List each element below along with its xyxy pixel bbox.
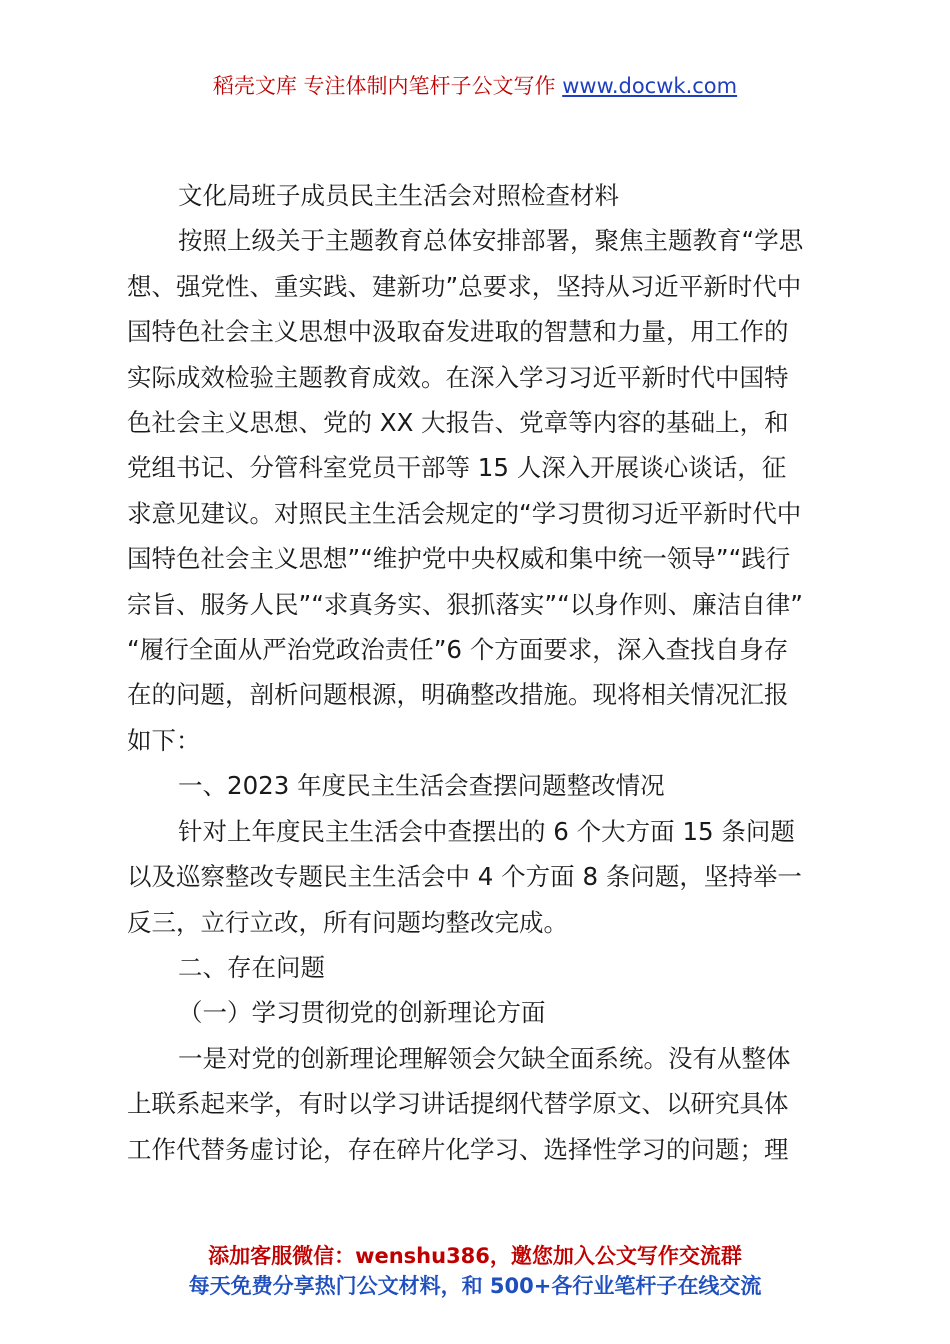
text-line: 实际成效检验主题教育成效。在深入学习习近平新时代中国特 [127, 362, 789, 392]
text-line: 想、强党性、重实践、建新功”总要求，坚持从习近平新时代中 [127, 271, 802, 301]
text-line: 如下： [127, 725, 201, 755]
text-line: 党组书记、分管科室党员干部等 15 人深入开展谈心谈话，征 [127, 453, 787, 483]
text-line: 国特色社会主义思想中汲取奋发进取的智慧和力量，用工作的 [127, 317, 789, 347]
subsection-1-heading: （一）学习贯彻党的创新理论方面 [178, 998, 546, 1028]
text-line: 求意见建议。对照民主生活会规定的“学习贯彻习近平新时代中 [127, 498, 802, 528]
intro-paragraph [127, 218, 827, 763]
footer-share-line: 每天免费分享热门公文材料，和 500+各行业笔杆子在线交流 [188, 1274, 762, 1298]
section-2-heading: 二、存在问题 [178, 952, 325, 982]
text-line: 一是对党的创新理论理解领会欠缺全面系统。没有从整体 [178, 1043, 791, 1073]
document-body [127, 173, 827, 1172]
watermark-header [0, 70, 950, 100]
text-line: 国特色社会主义思想”“维护党中央权威和集中统一领导”“践行 [127, 544, 791, 574]
text-line: 以及巡察整改专题民主生活会中 4 个方面 8 条问题，坚持举一 [127, 862, 802, 892]
text-line: 针对上年度民主生活会中查摆出的 6 个大方面 15 条问题 [178, 816, 795, 846]
footer-wechat-line: 添加客服微信：wenshu386，邀您加入公文写作交流群 [208, 1244, 742, 1268]
section-1-heading: 一、2023 年度民主生活会查摆问题整改情况 [178, 771, 665, 801]
header-website-link[interactable]: www.docwk.com [562, 74, 738, 98]
text-line: 上联系起来学，有时以学习讲话提纲代替学原文、以研究具体 [127, 1089, 789, 1119]
text-line: 反三，立行立改，所有问题均整改完成。 [127, 907, 568, 937]
document-title: 文化局班子成员民主生活会对照检查材料 [178, 181, 619, 210]
text-line: “履行全面从严治党政治责任”6 个方面要求，深入查找自身存 [127, 635, 789, 665]
text-line: 按照上级关于主题教育总体安排部署，聚焦主题教育“学思 [178, 226, 804, 256]
subsection-1-paragraph [127, 1036, 827, 1172]
promo-footer [0, 1241, 950, 1301]
text-line: 工作代替务虚讨论，存在碎片化学习、选择性学习的问题；理 [127, 1134, 789, 1164]
text-line: 在的问题，剖析问题根源，明确整改措施。现将相关情况汇报 [127, 680, 789, 710]
text-line: 色社会主义思想、党的 XX 大报告、党章等内容的基础上，和 [127, 408, 789, 438]
text-line: 宗旨、服务人民”“求真务实、狠抓落实”“以身作则、廉洁自律” [127, 589, 803, 619]
section-1-paragraph [127, 809, 827, 945]
header-brand-text: 稻壳文库 专注体制内笔杆子公文写作 [212, 74, 563, 98]
